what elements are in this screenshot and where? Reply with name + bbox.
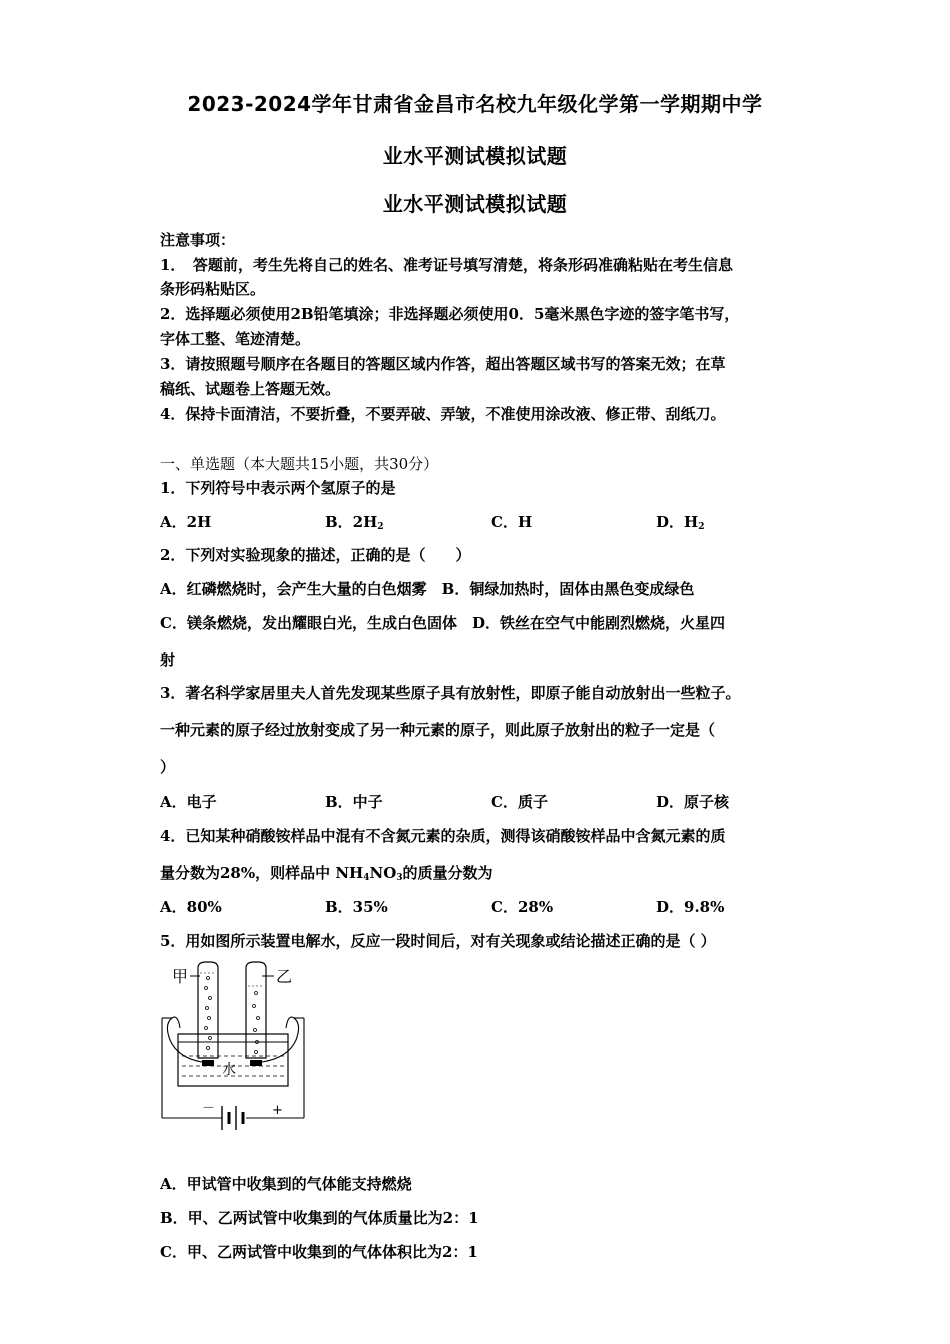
page-title-line-3: 业水平测试模拟试题 xyxy=(382,192,568,216)
label-minus: － xyxy=(202,1101,216,1116)
question-5-stem: 5．用如图所示装置电解水，反应一段时间后，对有关现象或结论描述正确的是（ ） xyxy=(160,932,716,950)
notice-line: 4．保持卡面清洁，不要折叠，不要弄破、弄皱，不准使用涂改液、修正带、刮纸刀。 xyxy=(160,405,726,423)
q2-options-cd: C．镁条燃烧，发出耀眼白光，生成白色固体 D．铁丝在空气中能剧烈燃烧，火星四 xyxy=(160,614,725,632)
q2-options-cd-cont: 射 xyxy=(160,651,176,669)
q4-option-c: C．28% xyxy=(491,898,554,916)
q3-option-a: A．电子 xyxy=(160,793,217,811)
notice-heading: 注意事项： xyxy=(160,231,236,249)
question-4-stem: 4．已知某种硝酸铵样品中混有不含氮元素的杂质，测得该硝酸铵样品中含氮元素的质 xyxy=(160,827,726,845)
notice-line: 1． 答题前，考生先将自己的姓名、准考证号填写清楚，将条形码准确粘贴在考生信息 xyxy=(160,256,733,274)
question-2-stem: 2．下列对实验现象的描述，正确的是（ ） xyxy=(160,546,471,564)
section-heading: 一、单选题（本大题共15小题，共30分） xyxy=(160,455,439,473)
notice-line: 稿纸、试题卷上答题无效。 xyxy=(160,380,341,398)
page-title-line-1: 2023-2024学年甘肃省金昌市名校九年级化学第一学期期中学 xyxy=(187,92,763,116)
notice-line: 3．请按照题号顺序在各题目的答题区域内作答，超出答题区域书写的答案无效；在草 xyxy=(160,355,726,373)
question-3-stem: 3．著名科学家居里夫人首先发现某些原子具有放射性，即原子能自动放射出一些粒子。 xyxy=(160,684,741,702)
q3-option-c: C．质子 xyxy=(491,793,548,811)
q5-option-a: A．甲试管中收集到的气体能支持燃烧 xyxy=(160,1175,412,1193)
q5-option-b: B．甲、乙两试管中收集到的气体质量比为2：1 xyxy=(160,1209,479,1227)
electrolysis-diagram xyxy=(158,958,308,1148)
q4-option-d: D．9.8% xyxy=(656,898,725,916)
question-3-stem-line-3: ） xyxy=(160,758,176,776)
q5-option-c: C．甲、乙两试管中收集到的气体体积比为2：1 xyxy=(160,1243,478,1261)
q2-options-ab: A．红磷燃烧时，会产生大量的白色烟雾 B．铜绿加热时，固体由黑色变成绿色 xyxy=(160,580,695,598)
q1-option-a: A．2H xyxy=(160,513,212,531)
label-plus: + xyxy=(272,1103,283,1118)
q4-option-b: B．35% xyxy=(325,898,388,916)
question-3-stem-line-2: 一种元素的原子经过放射变成了另一种元素的原子，则此原子放射出的粒子一定是（ xyxy=(160,721,716,739)
q1-option-b: B．$2H_2$ xyxy=(325,513,384,532)
notice-line: 字体工整、笔迹清楚。 xyxy=(160,330,311,348)
notice-line: 2．选择题必须使用2B铅笔填涂；非选择题必须使用0．5毫米黑色字迹的签字笔书写， xyxy=(160,305,740,323)
q1-option-c: C．H xyxy=(491,513,533,531)
q3-option-b: B．中子 xyxy=(325,793,383,811)
q4-option-a: A．80% xyxy=(160,898,222,916)
question-1-stem: 1．下列符号中表示两个氢原子的是 xyxy=(160,479,396,497)
q3-option-d: D．原子核 xyxy=(656,793,730,811)
label-jia: 甲 xyxy=(172,967,189,986)
q1-option-d: D．$H_2$ xyxy=(656,513,705,532)
page-title-line-2: 业水平测试模拟试题 xyxy=(382,144,568,168)
notice-line: 条形码粘贴区。 xyxy=(160,280,266,298)
question-4-stem-line-2: 量分数为28%，则样品中 $NH_4NO_3$的质量分数为 xyxy=(160,864,493,883)
label-yi: 乙 xyxy=(276,967,293,986)
label-water: 水 xyxy=(222,1062,236,1078)
